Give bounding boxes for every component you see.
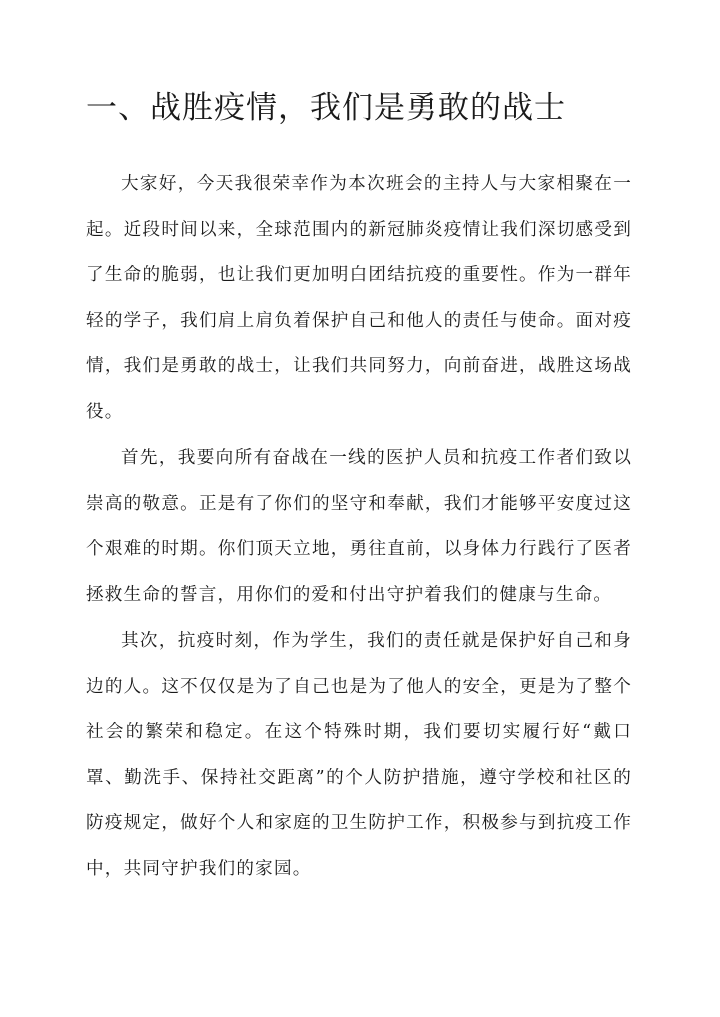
section-heading: 一、战胜疫情，我们是勇敢的战士 — [86, 90, 566, 126]
paragraph-tribute: 首先，我要向所有奋战在一线的医护人员和抗疫工作者们致以崇高的敬意。正是有了你们的坚守和奉献，我们才能够平安度过这个艰难的时期。你们顶天立地，勇往直前，以身体力行践行了医者拯救生命的誓言，用你们的爱和付出守护着我们的健康与生命。 — [86, 448, 632, 605]
paragraph-greeting: 大家好，今天我很荣幸作为本次班会的主持人与大家相聚在一起。近段时间以来，全球范围内的新冠肺炎疫情让我们深切感受到了生命的脆弱，也让我们更加明白团结抗疫的重要性。作为一群年轻的学子，我们肩上肩负着保护自己和他人的责任与使命。面对疫情，我们是勇敢的战士，让我们共同努力，向前奋进，战胜这场战役。 — [86, 174, 632, 422]
paragraph-responsibility: 其次，抗疫时刻，作为学生，我们的责任就是保护好自己和身边的人。这不仅仅是为了自己也是为了他人的安全，更是为了整个社会的繁荣和稳定。在这个特殊时期，我们要切实履行好“戴口罩、勤洗手、保持社交距离”的个人防护措施，遵守学校和社区的防疫规定，做好个人和家庭的卫生防护工作，积极参与到抗疫工作中，共同守护我们的家园。 — [86, 631, 632, 879]
